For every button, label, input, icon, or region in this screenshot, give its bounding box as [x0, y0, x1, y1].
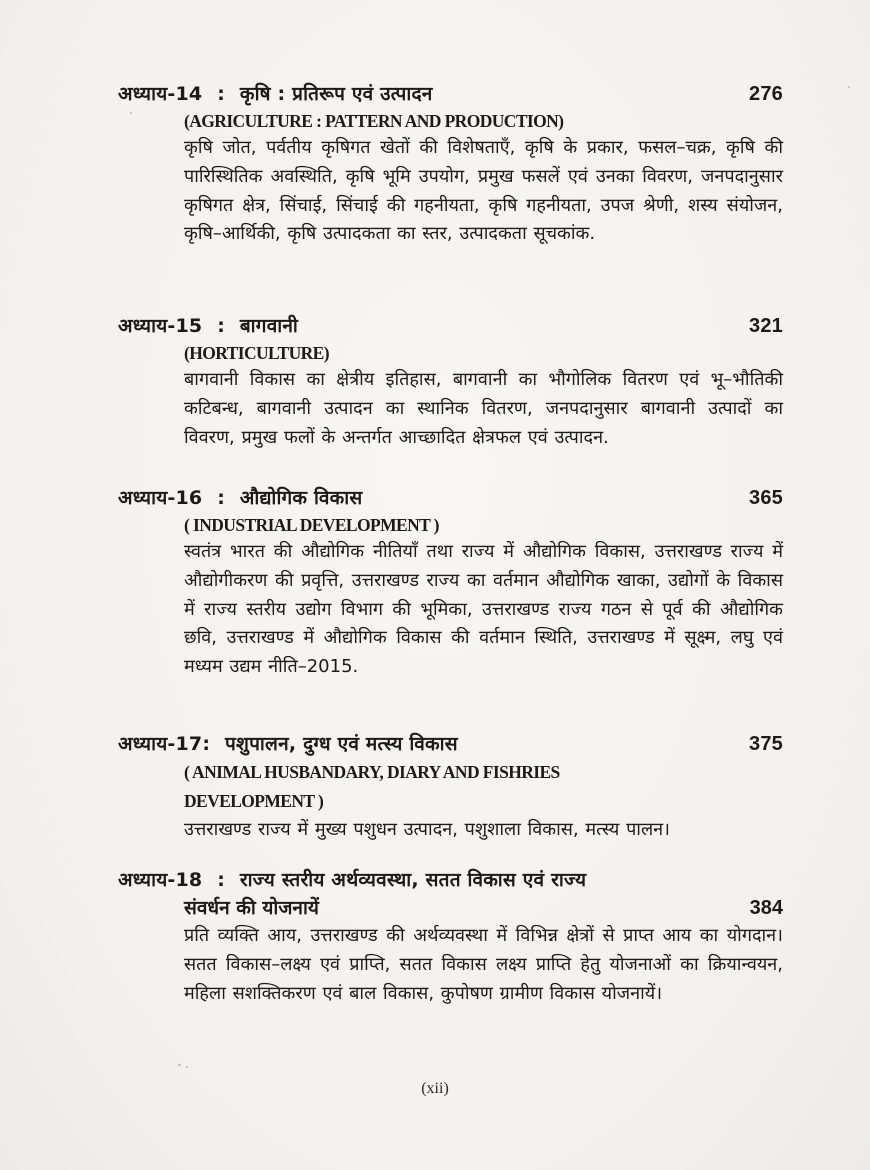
chapter-14	[118, 80, 783, 249]
chapter-label: अध्याय-15	[118, 315, 203, 337]
chapter-title: पशुपालन, दुग्ध एवं मत्स्य विकास	[225, 733, 458, 755]
chapter-16	[118, 484, 783, 682]
chapter-heading	[118, 866, 783, 894]
chapter-15	[118, 312, 783, 452]
scan-speck	[130, 112, 132, 114]
chapter-title: कृषि : प्रतिरूप एवं उत्पादन	[239, 83, 433, 105]
chapter-17	[118, 730, 783, 845]
chapter-description: प्रति व्यक्ति आय, उत्तराखण्ड की अर्थव्यवस्था में विभिन्न क्षेत्रों से प्राप्त आय का योगदान। सतत विकास–लक्ष्य एवं प्राप्ति, सतत विकास लक्ष्य प्राप्ति हेतु योजनाओं का क्रियान्वयन, महिला सशक्तिकरण एवं बाल विकास, कुपोषण ग्रामीण विकास योजनायें।	[184, 925, 783, 1004]
chapter-title-line1: राज्य स्तरीय अर्थव्यवस्था, सतत विकास एवं राज्य	[239, 869, 587, 891]
chapter-page-number: 384	[749, 897, 783, 919]
chapter-english-title-line1: ( ANIMAL HUSBANDARY, DIARY AND FISHRIES	[184, 762, 560, 782]
chapter-page-number: 321	[749, 315, 783, 337]
chapter-english-title: (HORTICULTURE)	[184, 343, 329, 363]
chapter-separator: :	[217, 83, 225, 105]
chapter-page-number: 365	[749, 487, 783, 509]
chapter-english-title: ( INDUSTRIAL DEVELOPMENT )	[184, 515, 439, 535]
chapter-separator: :	[202, 733, 211, 755]
page-number-footer: (xii)	[421, 1080, 449, 1097]
chapter-title: औद्योगिक विकास	[239, 487, 363, 509]
chapter-description: स्वतंत्र भारत की औद्योगिक नीतियाँ तथा राज्य में औद्योगिक विकास, उत्तराखण्ड राज्य में औद्योगीकरण की प्रवृत्ति, उत्तराखण्ड राज्य का वर्तमान औद्योगिक खाका, उद्योगों के विकास में राज्य स्तरीय उद्योग विभाग की भूमिका, उत्तराखण्ड राज्य गठन से पूर्व की औद्योगिक छवि, उत्तराखण्ड में औद्योगिक विकास की वर्तमान स्थिति, उत्तराखण्ड में सूक्ष्म, लघु एवं मध्यम उद्यम नीति–2015.	[184, 541, 783, 678]
chapter-heading	[118, 730, 783, 758]
chapter-separator: :	[217, 869, 225, 891]
chapter-heading-line2	[184, 894, 783, 922]
scan-speck	[178, 1064, 181, 1066]
chapter-page-number: 276	[749, 83, 783, 105]
chapter-page-number: 375	[749, 733, 783, 755]
chapter-heading	[118, 312, 783, 340]
chapter-separator: :	[217, 487, 225, 509]
chapter-label: अध्याय-18	[118, 869, 203, 891]
chapter-title: बागवानी	[239, 315, 299, 337]
chapter-18	[118, 866, 783, 1008]
chapter-heading	[118, 80, 783, 108]
chapter-label: अध्याय-14	[118, 83, 203, 105]
scan-speck	[848, 86, 850, 88]
chapter-description: बागवानी विकास का क्षेत्रीय इतिहास, बागवानी का भौगोलिक वितरण एवं भू–भौतिकी कटिबन्ध, बागवानी उत्पादन का स्थानिक वितरण, जनपदानुसार बागवानी उत्पादों का विवरण, प्रमुख फलों के अन्तर्गत आच्छादित क्षेत्रफल एवं उत्पादन.	[184, 369, 783, 448]
chapter-description: उत्तराखण्ड राज्य में मुख्य पशुधन उत्पादन, पशुशाला विकास, मत्स्य पालन।	[184, 819, 670, 840]
chapter-english-title-line2: DEVELOPMENT )	[184, 791, 324, 811]
chapter-english-title: (AGRICULTURE : PATTERN AND PRODUCTION)	[184, 111, 564, 131]
chapter-heading	[118, 484, 783, 512]
chapter-description: कृषि जोत, पर्वतीय कृषिगत खेतों की विशेषताएँ, कृषि के प्रकार, फसल–चक्र, कृषि की पारिस्थितिक अवस्थिति, कृषि भूमि उपयोग, प्रमुख फसलें एवं उनका विवरण, जनपदानुसार कृषिगत क्षेत्र, सिंचाई, सिंचाई की गहनीयता, कृषि गहनीयता, उपज श्रेणी, शस्य संयोजन, कृषि–आर्थिकी, कृषि उत्पादकता का स्तर, उत्पादकता सूचकांक.	[184, 137, 783, 245]
chapter-label: अध्याय-16	[118, 487, 203, 509]
chapter-title-line2: संवर्धन की योजनायें	[184, 897, 319, 919]
chapter-label: अध्याय-17	[118, 733, 203, 755]
chapter-separator: :	[217, 315, 225, 337]
scan-speck	[186, 1066, 188, 1068]
